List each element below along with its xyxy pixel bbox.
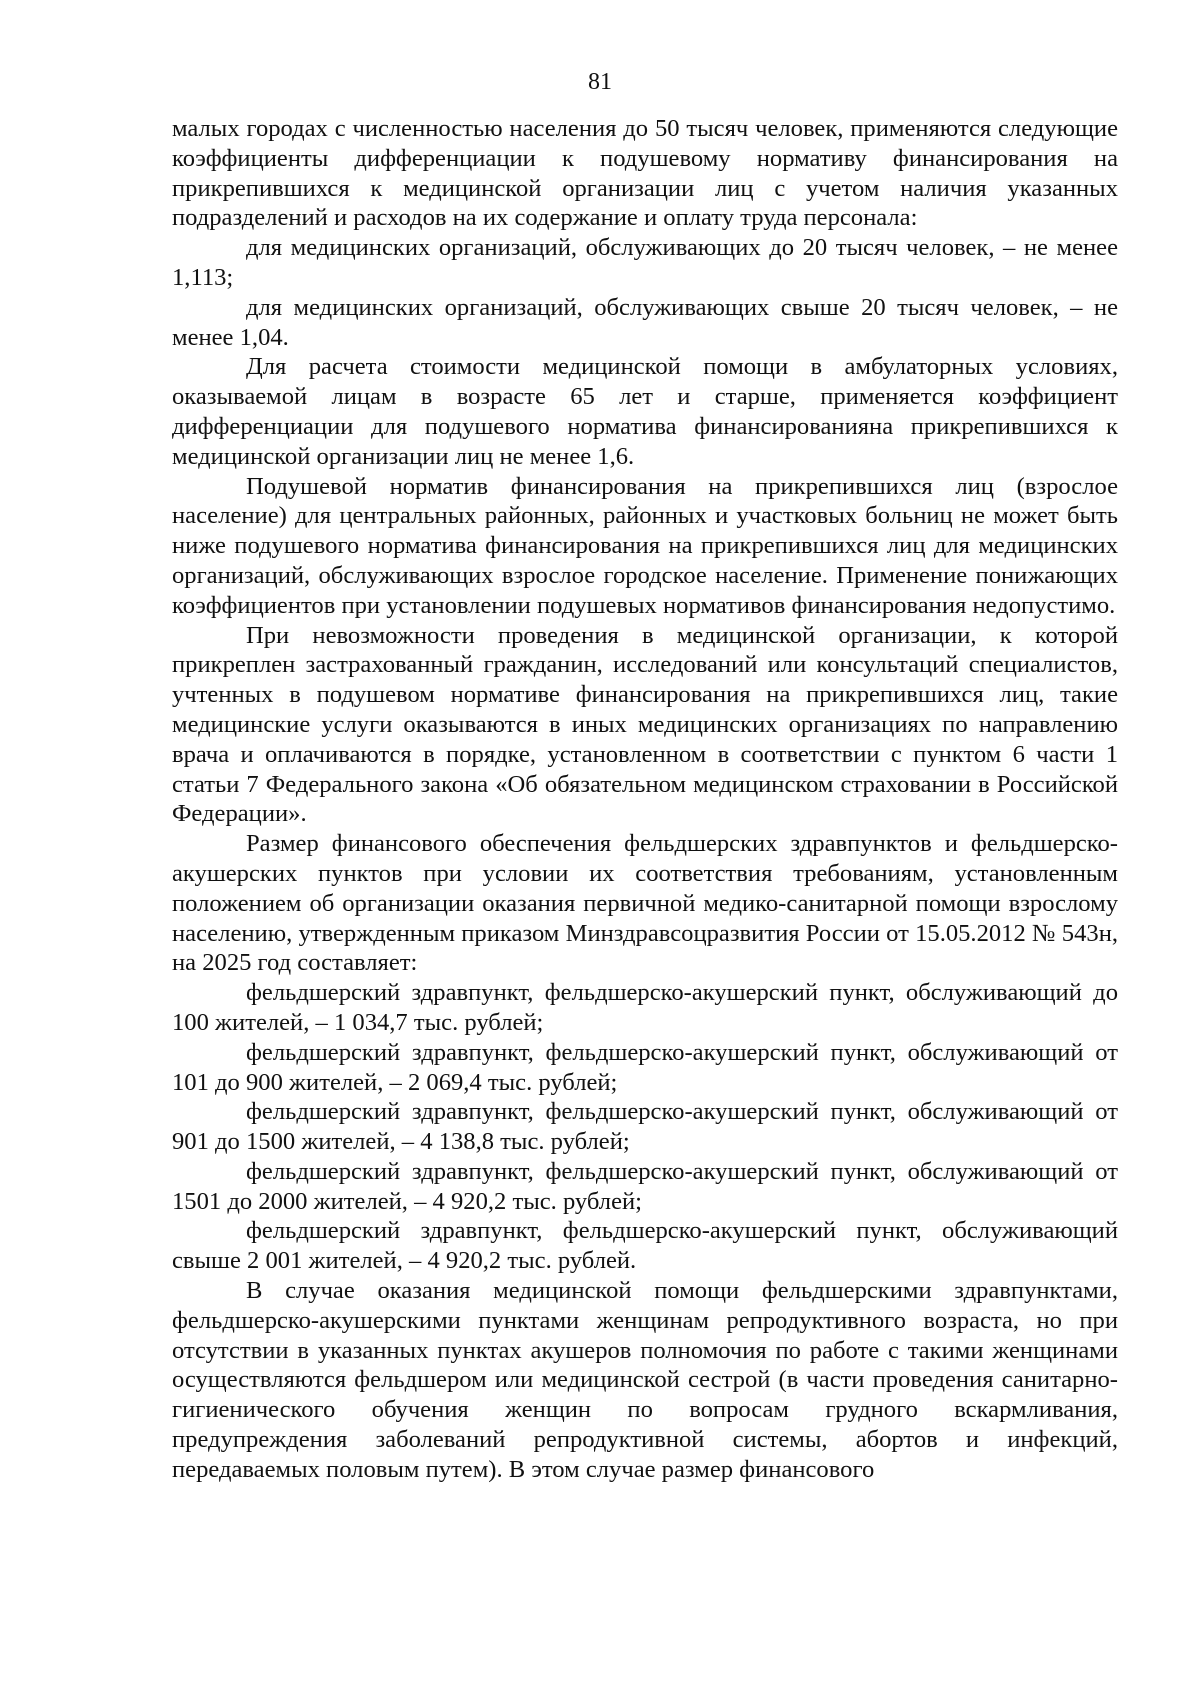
paragraph-coefficient-20k: для медицинских организаций, обслуживающих до 20 тысяч человек, – не менее 1,113;: [172, 234, 1118, 291]
list-item-up-to-100: фельдшерский здравпункт, фельдшерско-акушерский пункт, обслуживающий до 100 жителей, – 1 034,7 тыс. рублей;: [172, 979, 1118, 1036]
paragraph-continuation: малых городах с численностью населения до 50 тысяч человек, применяются следующие коэффициенты дифференциации к подушевому нормативу финансирования на прикрепившихся к медицинской организации лиц с учетом наличия указанных подразделений и расходов на их содержание и оплату труда персонала:: [172, 115, 1118, 232]
paragraph-funding-size: Размер финансового обеспечения фельдшерских здравпунктов и фельдшерско-акушерских пунктов при условии их соответствия требованиям, установленным положением об организации оказания первичной медико-санитарной помощи взрослому населению, утвержденным приказом Минздравсоцразвития России от 15.05.2012 № 543н, на 2025 год составляет:: [172, 830, 1118, 977]
list-item-1501-2000: фельдшерский здравпункт, фельдшерско-акушерский пункт, обслуживающий от 1501 до 2000 жителей, – 4 920,2 тыс. рублей;: [172, 1157, 1118, 1215]
list-item-901-1500: фельдшерский здравпункт, фельдшерско-акушерский пункт, обслуживающий от 901 до 1500 жителей, – 4 138,8 тыс. рублей;: [172, 1098, 1118, 1156]
paragraph-elderly-coefficient: Для расчета стоимости медицинской помощи в амбулаторных условиях, оказываемой лицам в возрасте 65 лет и старше, применяется коэффициент дифференциации для подушевого норматива финансированияна прикрепившихся к медицинской организации лиц не менее 1,6.: [172, 353, 1118, 470]
paragraph-reproductive-care: В случае оказания медицинской помощи фельдшерскими здравпунктами, фельдшерско-акушерскими пунктами женщинам репродуктивного возраста, но при отсутствии в указанных пунктах акушеров полномочия по работе с такими женщинами осуществляются фельдшером или медицинской сестрой (в части проведения санитарно-гигиенического обучения женщин по вопросам грудного вскармливания, предупреждения заболеваний репродуктивной системы, абортов и инфекций, передаваемых половым путем). В этом случае размер финансового: [172, 1277, 1118, 1483]
paragraph-per-capita-norm: Подушевой норматив финансирования на прикрепившихся лиц (взрослое население) для центральных районных, районных и участковых больниц не может быть ниже подушевого норматива финансирования на прикрепившихся лиц для медицинских организаций, обслуживающих взрослое городское население. Применение понижающих коэффициентов при установлении подушевых нормативов финансирования недопустимо.: [172, 472, 1118, 619]
paragraph-referral: При невозможности проведения в медицинской организации, к которой прикреплен застрахованный гражданин, исследований или консультаций специалистов, учтенных в подушевом нормативе финансирования на прикрепившихся лиц, такие медицинские услуги оказываются в иных медицинских организациях по направлению врача и оплачиваются в порядке, установленном в соответствии с пунктом 6 части 1 статьи 7 Федерального закона «Об обязательном медицинском страховании в Российской Федерации».: [172, 621, 1118, 828]
document-body: [172, 114, 1118, 1485]
list-item-over-2001: фельдшерский здравпункт, фельдшерско-акушерский пункт, обслуживающий свыше 2 001 жителей, – 4 920,2 тыс. рублей.: [172, 1217, 1118, 1275]
page-number: 81: [588, 69, 612, 95]
paragraph-coefficient-over-20k: для медицинских организаций, обслуживающих свыше 20 тысяч человек, – не менее 1,04.: [172, 293, 1118, 351]
list-item-101-900: фельдшерский здравпункт, фельдшерско-акушерский пункт, обслуживающий от 101 до 900 жителей, – 2 069,4 тыс. рублей;: [172, 1038, 1118, 1096]
